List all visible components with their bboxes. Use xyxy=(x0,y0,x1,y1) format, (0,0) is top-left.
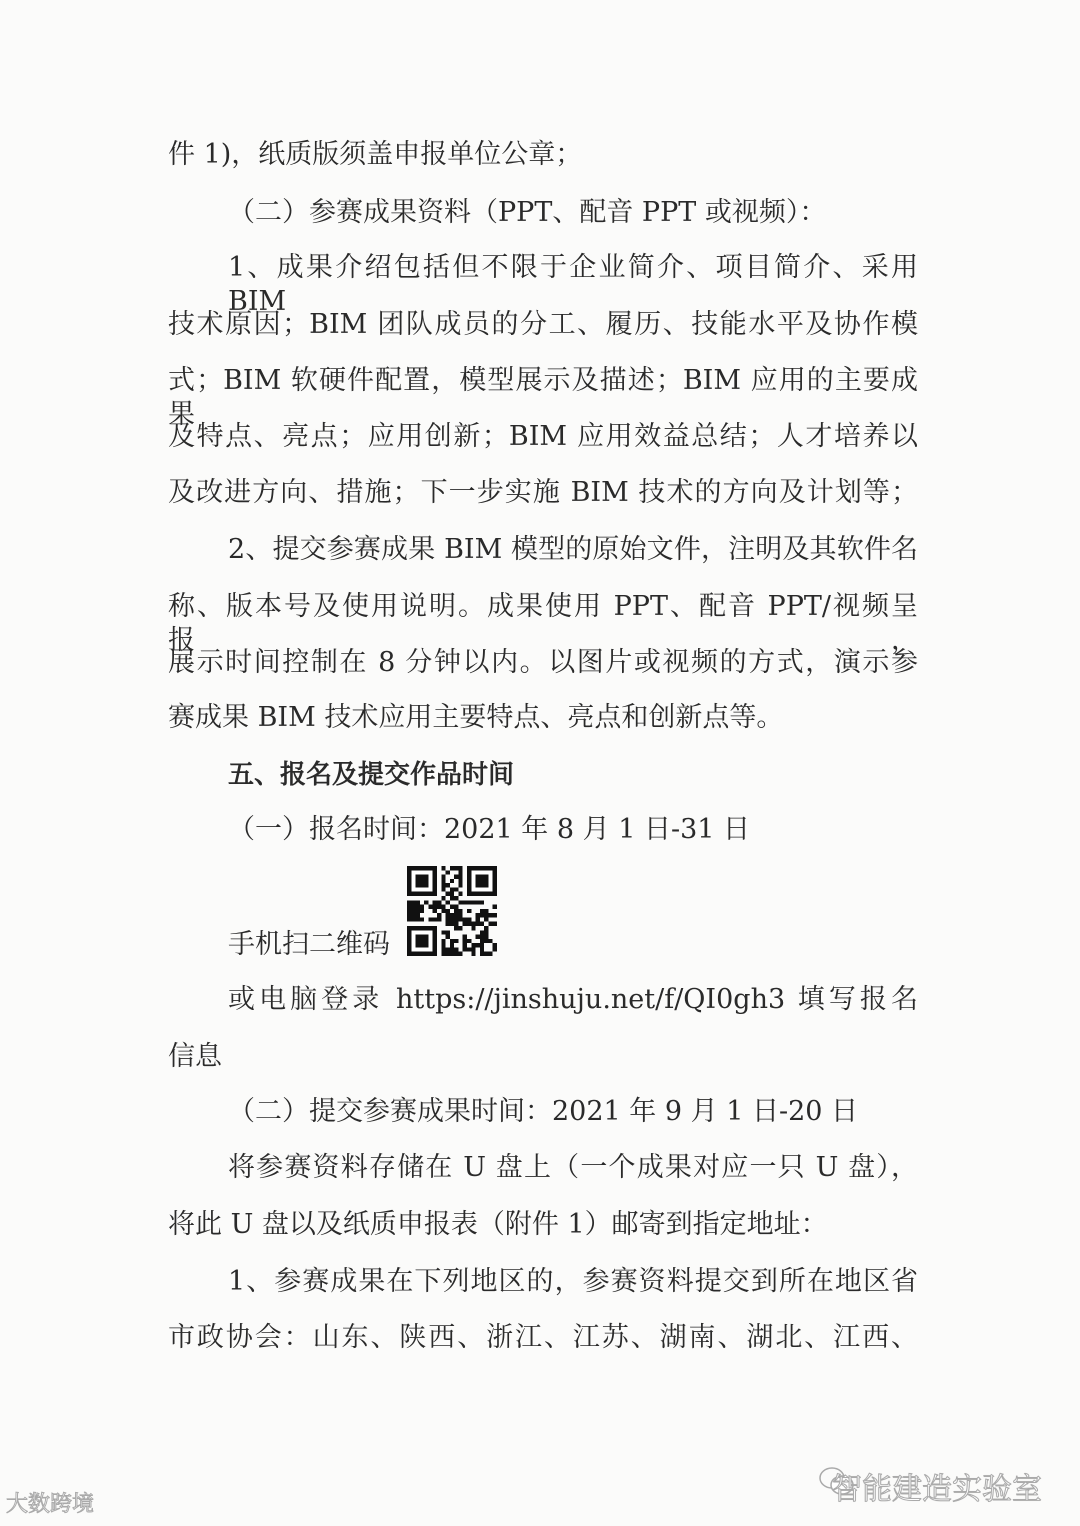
section-title: 五、报名及提交作品时间 xyxy=(228,760,515,790)
source-watermark: 大数跨境 xyxy=(6,1492,95,1517)
text-line: 展示时间控制在 8 分钟以内。以图片或视频的方式，演示参 xyxy=(168,647,918,678)
text-line: 件 1)，纸质版须盖申报单位公章； xyxy=(168,139,583,170)
text-line: 称、版本号及使用说明。成果使用 PPT、配音 PPT/视频呈报， xyxy=(168,591,918,656)
section-heading: （二）参赛成果资料（PPT、配音 PPT 或视频）： xyxy=(228,197,827,228)
text-line: 及特点、亮点；应用创新；BIM 应用效益总结；人才培养以 xyxy=(168,421,918,452)
text-line: 将此 U 盘以及纸质申报表（附件 1）邮寄到指定地址： xyxy=(168,1209,828,1240)
text-line: 1、参赛成果在下列地区的，参赛资料提交到所在地区省 xyxy=(228,1266,918,1297)
text-line: 1、成果介绍包括但不限于企业简介、项目简介、采用 BIM xyxy=(228,252,918,317)
text-line: 赛成果 BIM 技术应用主要特点、亮点和创新点等。 xyxy=(168,702,784,733)
text-line: 信息 xyxy=(168,1041,222,1072)
registration-time: （一）报名时间：2021 年 8 月 1 日-31 日 xyxy=(228,814,751,845)
wechat-account-watermark: 智能建造实验室 xyxy=(832,1472,1042,1507)
text-line: 市政协会：山东、陕西、浙江、江苏、湖南、湖北、江西、 xyxy=(168,1322,918,1353)
text-line: 式；BIM 软硬件配置，模型展示及描述；BIM 应用的主要成果 xyxy=(168,365,918,430)
text-line: 手机扫二维码 xyxy=(228,929,390,960)
text-line: 技术原因；BIM 团队成员的分工、履历、技能水平及协作模 xyxy=(168,309,918,340)
text-line: 及改进方向、措施；下一步实施 BIM 技术的方向及计划等； xyxy=(168,477,918,508)
text-line: 将参赛资料存储在 U 盘上（一个成果对应一只 U 盘）， xyxy=(228,1152,918,1183)
text-line: 2、提交参赛成果 BIM 模型的原始文件，注明及其软件名 xyxy=(228,534,918,565)
submission-time: （二）提交参赛成果时间：2021 年 9 月 1 日-20 日 xyxy=(228,1096,859,1127)
registration-link-line[interactable]: 或电脑登录 https://jinshuju.net/f/QI0gh3 填写报名 xyxy=(228,984,918,1015)
